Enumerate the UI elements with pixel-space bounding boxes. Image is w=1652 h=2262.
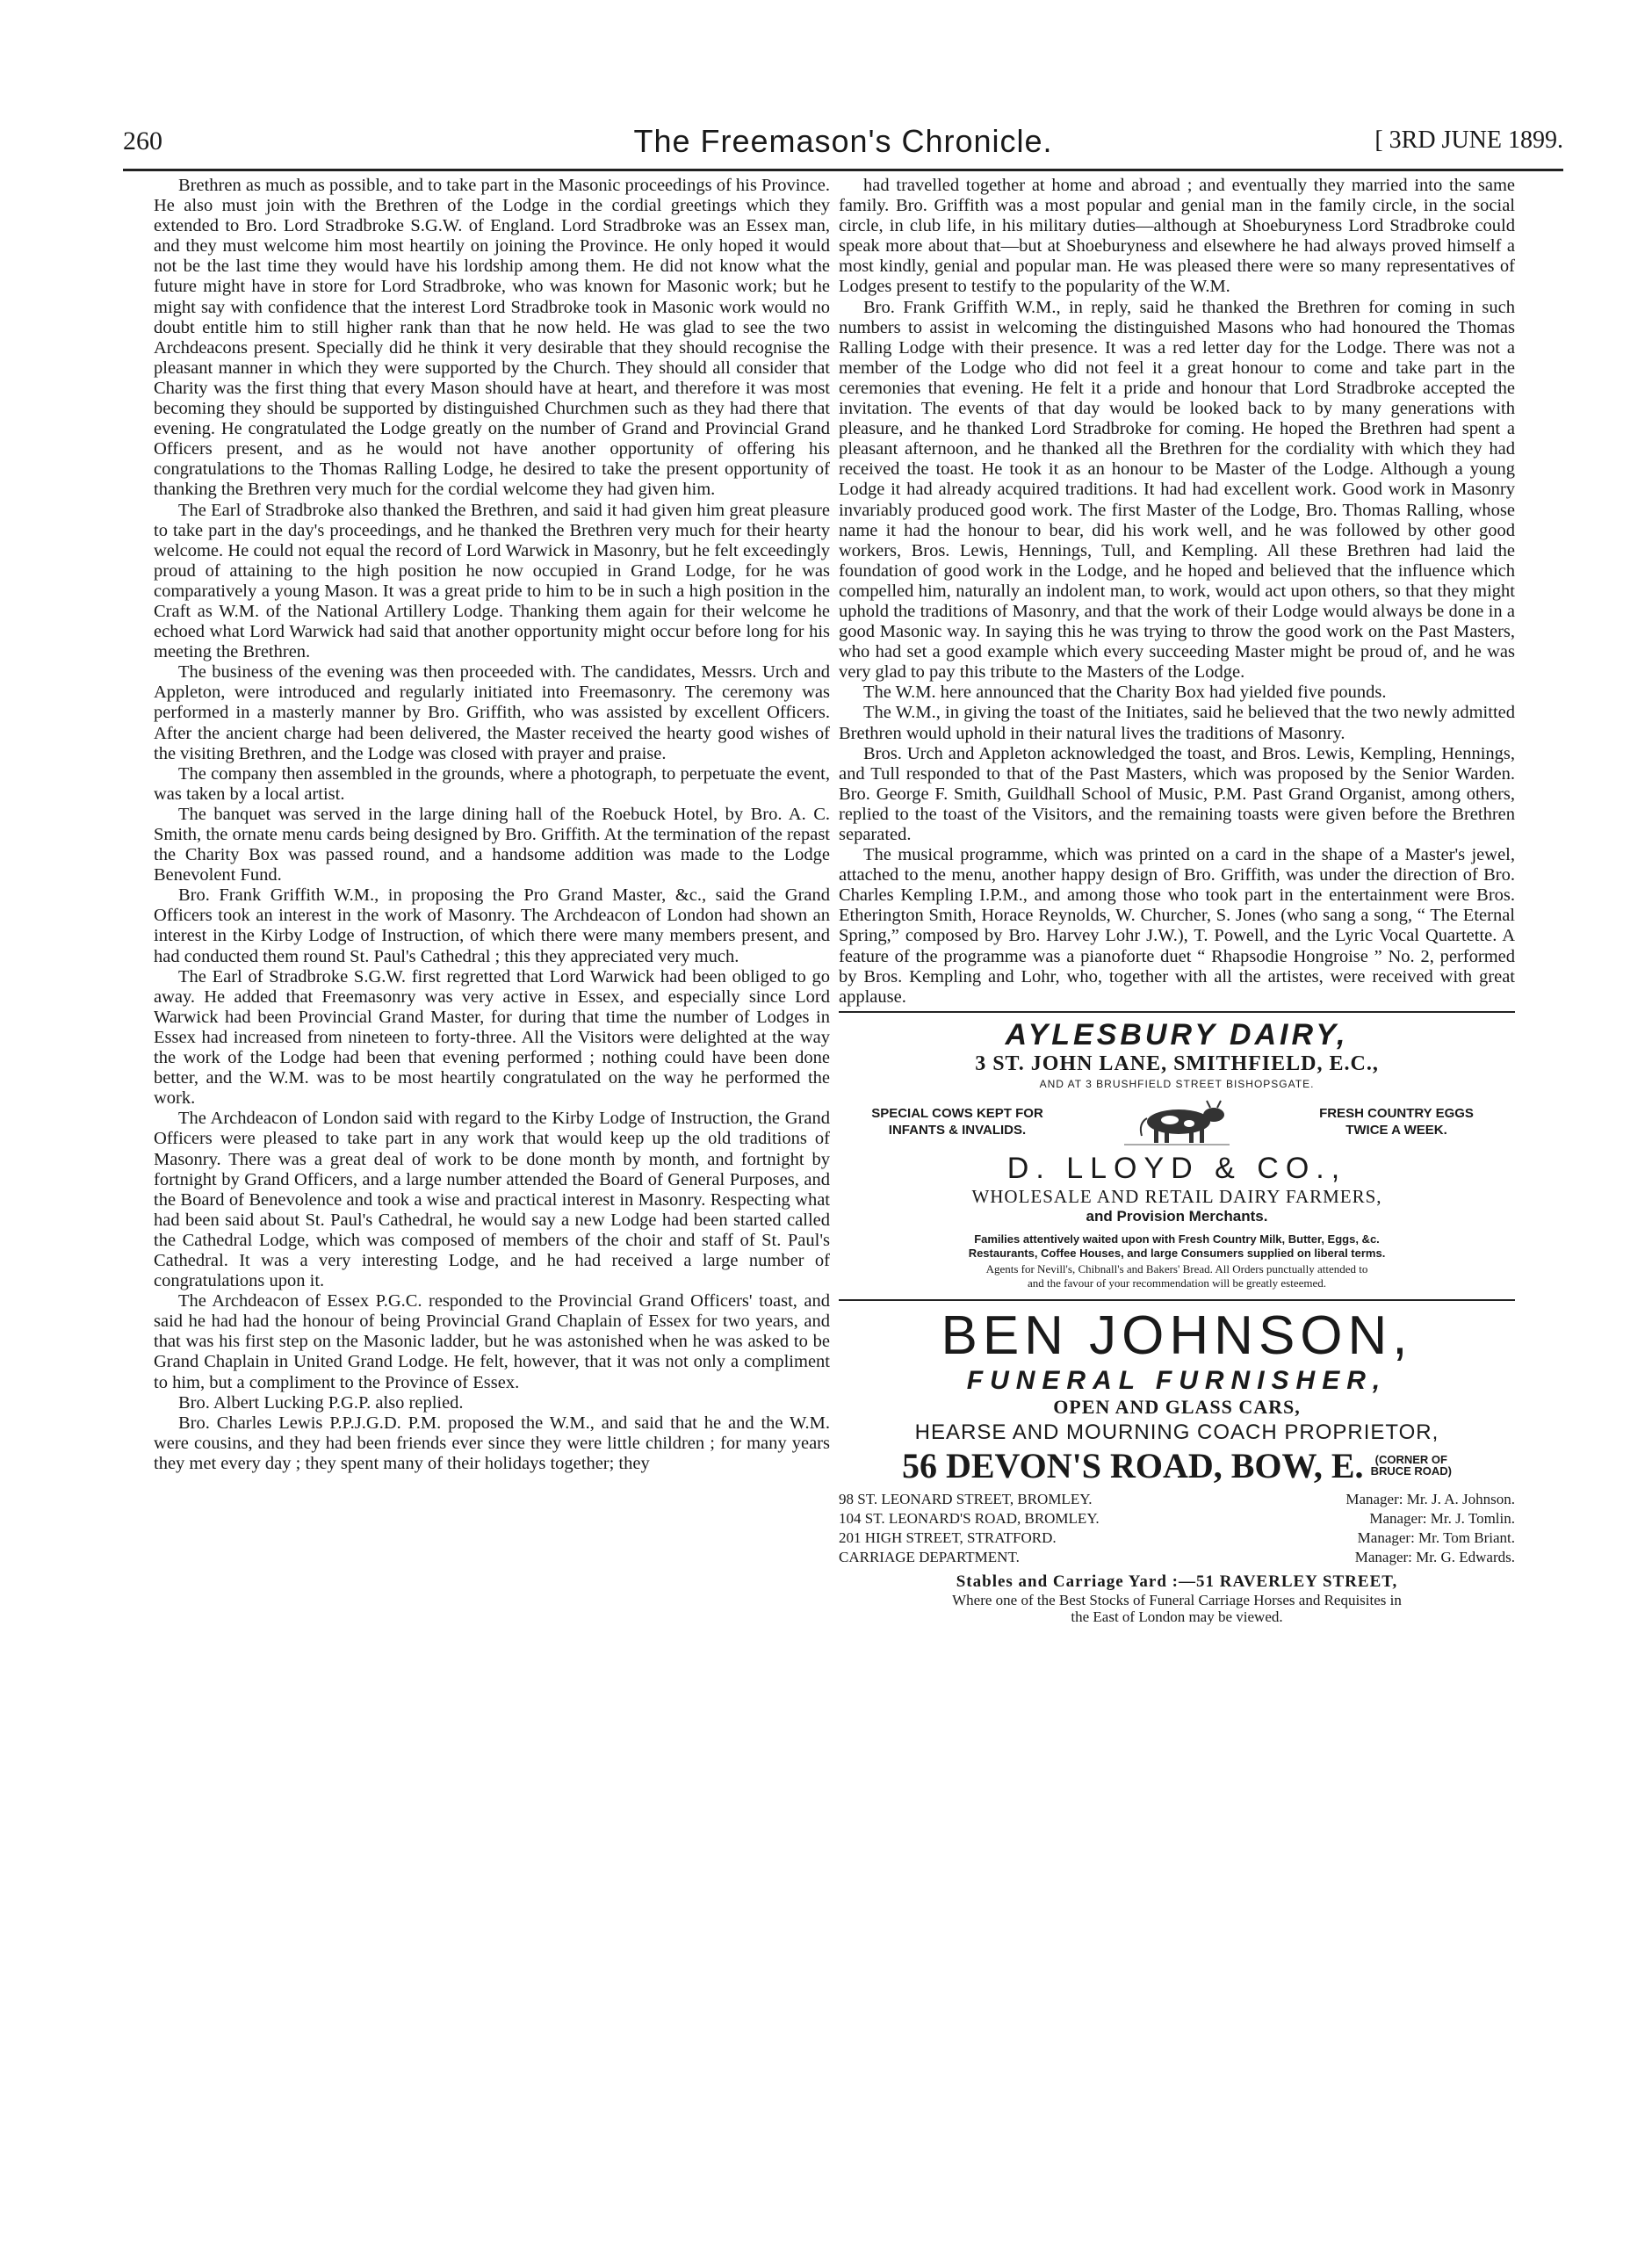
ad-corner-note xyxy=(1371,1454,1452,1477)
article-paragraph: The Archdeacon of London said with regard to the Kirby Lodge of Instruction, the Grand Officers were pleased to take part in any work that would keep up the old traditions of Masonry. There was a great deal of work to be done month by month, and fortnight by fortnight by Grand Officers, and a large number attended the Board of General Purposes, and the Board of Benevolence and took a wise and practical interest in Masonry. Respecting what had been said about St. Paul's Cathedral, he would say a new Lodge had been started called the Cathedral Lodge, which was composed of members of the choir and staff of St. Paul's Cathedral. It was a very interesting Lodge, and he had received a large number of congratulations upon it. xyxy=(154,1109,830,1291)
article-paragraph: The business of the evening was then proceeded with. The candidates, Messrs. Urch and Appleton, were introduced and regularly initiated into Freemasonry. The ceremony was performed in a masterly manner by Bro. Griffith, who was assisted by excellent Officers. After the ancient charge had been delivered, the Master received the hearty good wishes of the visiting Brethren, and the Lodge was closed with prayer and praise. xyxy=(154,662,830,763)
corner-line: BRUCE ROAD) xyxy=(1370,1464,1453,1478)
branch-manager: Manager: Mr. J. A. Johnson. xyxy=(1345,1490,1515,1507)
ad-main-address: 56 DEVON'S ROAD, BOW, E. xyxy=(901,1445,1364,1485)
cow-icon xyxy=(1115,1097,1238,1146)
ad-address: 3 ST. JOHN LANE, SMITHFIELD, E.C., xyxy=(975,1052,1379,1075)
ad-trade: WHOLESALE AND RETAIL DAIRY FARMERS, xyxy=(971,1185,1382,1207)
article-paragraph: The W.M., in giving the toast of the Initiates, said he believed that the two newly admitted Brethren would uphold in their natural lives the traditions of Masonry. xyxy=(839,703,1515,743)
ad-main-address-row xyxy=(839,1445,1515,1486)
branch-address: 104 ST. LEONARD'S ROAD, BROMLEY. xyxy=(839,1509,1100,1527)
article-paragraph: The W.M. here announced that the Charity Box had yielded five pounds. xyxy=(863,683,1387,703)
ad-restaurants-line: Restaurants, Coffee Houses, and large Consumers supplied on liberal terms. xyxy=(968,1246,1386,1260)
branch-manager: Manager: Mr. J. Tomlin. xyxy=(1369,1509,1515,1527)
offer-line: FRESH COUNTRY EGGS xyxy=(1319,1105,1474,1121)
table-row xyxy=(839,1528,1515,1548)
offer-line: INFANTS & INVALIDS. xyxy=(888,1122,1027,1138)
article-paragraph: Bro. Frank Griffith W.M., in proposing the Pro Grand Master, &c., said the Grand Officers took an interest in the work of Masonry. The Archdeacon of London had shown an interest in the Kirby Lodge of Instruction, of which there were many members present, and had conducted them round St. Paul's Cathedral ; this they appreciated very much. xyxy=(154,885,830,966)
branch-address: 98 ST. LEONARD STREET, BROMLEY. xyxy=(839,1490,1093,1507)
table-row xyxy=(839,1490,1515,1509)
article-paragraph: The musical programme, which was printed on a card in the shape of a Master's jewel, attached to the menu, another happy design of Bro. Griffith, was under the direction of Bro. Charles Kempling I.P.M., and among those who took part in the entertainment were Bros. Etherington Smith, Horace Reynolds, W. Churcher, S. Jones (who sang a song, “ The Eternal Spring,” composed by Bro. Harvey Lohr J.W.), T. Powell, and the Lyric Vocal Quartette. A feature of the programme was a pianoforte duet “ Rhapsodie Hongroise ” No. 2, performed by Bros. Kempling and Lohr, who, together with all the artistes, were received with great applause. xyxy=(839,845,1515,1007)
ad-name: BEN JOHNSON, xyxy=(941,1304,1413,1366)
ad-note: the East of London may be viewed. xyxy=(1071,1608,1283,1625)
ad-families-line: Families attentively waited upon with Fresh Country Milk, Butter, Eggs, &c. xyxy=(974,1232,1380,1246)
ad-firm-name: D. LLOYD & CO., xyxy=(1006,1151,1347,1185)
ad-right-offer xyxy=(1287,1105,1506,1138)
ad-left-offer xyxy=(848,1105,1067,1138)
left-column xyxy=(154,176,830,2196)
article-paragraph: The Earl of Stradbroke also thanked the Brethren, and said it had given him great pleasure to take part in the day's proceedings, and he thanked the Brethren very much for their hearty welcome. He could not equal the record of Lord Warwick in Masonry, but he felt exceedingly proud of attaining to the high position he now occupied in Grand Lodge, for he was comparatively a young Mason. It was a great pride to him to be in such a high position in the Craft as W.M. of the National Artillery Lodge. Thanking them again for their welcome he echoed what Lord Warwick had said that another opportunity might occur before long for his meeting the Brethren. xyxy=(154,500,830,662)
article-paragraph: Bro. Albert Lucking P.G.P. also replied. xyxy=(178,1392,464,1413)
masthead: The Freemason's Chronicle. xyxy=(633,123,1053,159)
article-paragraph: Bros. Urch and Appleton acknowledged the toast, and Bros. Lewis, Kempling, Hennings, and Tull responded to that of the Past Masters, which was proposed by the Senior Warden. Bro. George F. Smith, Guildhall School of Music, P.M. Past Grand Organist, among others, replied to the toast of the Visitors, and the remaining toasts were given before the Brethren separated. xyxy=(839,743,1515,844)
corner-line: (CORNER OF xyxy=(1374,1453,1447,1467)
branch-manager: Manager: Mr. Tom Briant. xyxy=(1357,1528,1515,1546)
ad-divider xyxy=(839,1011,1515,1013)
right-column xyxy=(839,176,1515,2196)
article-paragraph: Bro. Frank Griffith W.M., in reply, said he thanked the Brethren for coming in such numbers to assist in welcoming the distinguished Masons who had honoured the Thomas Ralling Lodge with their presence. It was a red letter day for the Lodge. There was not a member of the Lodge who did not feel it a great honour to come and take part in the ceremonies that evening. He felt it a pride and honour that Lord Stradbroke accepted the invitation. The events of that day would be looked back to by many generations with pleasure, and he thanked Lord Stradbroke for coming. He hoped the Brethren had spent a pleasant afternoon, and he thanked all the Brethren for the cordiality with which they had received the toast. He took it as an honour to be Master of the Lodge. Although a young Lodge it had already acquired traditions. It had had excellent work. Good work in Masonry invariably produced good work. The first Master of the Lodge, Bro. Thomas Ralling, whose name it had the honour to bear, did his work well, and he was followed by other good workers, Bros. Lewis, Hennings, Tull, and Kempling. All these Brethren had laid the foundation of good work in the Lodge, and he hoped and believed that the influence which compelled him, naturally an indolent man, to work, would act upon others, so that they might uphold the traditions of Masonry, and that the work of their Lodge would always be done in a good Masonic way. In saying this he was trying to throw the good work on the Past Masters, who had set a good example which every succeeding Master might be proud of, and he was very glad to pay this tribute to the Masters of the Lodge. xyxy=(839,297,1515,683)
article-paragraph: Bro. Charles Lewis P.P.J.G.D. P.M. proposed the W.M., and said that he and the W.M. were cousins, and they had been friends ever since they were little children ; for many years they met every day ; they spent many of their holidays together; they xyxy=(154,1413,830,1473)
header-rule xyxy=(123,169,1563,171)
article-paragraph: Brethren as much as possible, and to take part in the Masonic proceedings of his Province. He also must join with the Brethren of the Lodge in the cordial greetings which they extended to Bro. Lord Stradbroke S.G.W. of England. Lord Stradbroke was an Essex man, and they must welcome him most heartily on joining the Province. He only hoped it would not be the last time they would have his lordship among them. He did not know what the future might have in store for Lord Stradbroke, who was known for Masonic work; but he might say with confidence that the interest Lord Stradbroke took in Masonic work would no doubt entitle him to still higher rank than that he now held. He was glad to see the two Archdeacons present. Specially did he think it very desirable that they should recognise the pleasant manner in which they were supported by the Church. They should all consider that Charity was the first thing that every Mason should have at heart, and therefore it was most becoming they should be supported by distinguished Churchmen such as they had there that evening. He congratulated the Lodge greatly on the number of Grand and Provincial Grand Officers present, and as he would not have another opportunity of offering his congratulations to the Thomas Ralling Lodge, he desired to take the present opportunity of thanking the Brethren very much for the cordial welcome they had given him. xyxy=(154,176,830,500)
dairy-advertisement xyxy=(839,1018,1515,1290)
branch-manager: Manager: Mr. G. Edwards. xyxy=(1354,1548,1515,1565)
ad-cars: OPEN AND GLASS CARS, xyxy=(1053,1395,1301,1418)
ad-merchants: and Provision Merchants. xyxy=(1086,1207,1268,1225)
ad-offer-row xyxy=(848,1097,1506,1146)
ad-title: AYLESBURY DAIRY, xyxy=(1005,1017,1349,1052)
ad-note: Where one of the Best Stocks of Funeral Carriage Horses and Requisites in xyxy=(952,1591,1402,1608)
offer-line: SPECIAL COWS KEPT FOR xyxy=(871,1105,1043,1121)
ad-hearse: HEARSE AND MOURNING COACH PROPRIETOR, xyxy=(914,1420,1439,1444)
ad-divider xyxy=(839,1299,1515,1301)
article-paragraph: The Archdeacon of Essex P.G.C. responded to the Provincial Grand Officers' toast, and said he had had the honour of being Provincial Grand Chaplain of Essex for two years, and that was his first step on the Masonic ladder, but he was astonished when he was asked to be Grand Chaplain in United Grand Lodge. He felt, however, that it was not only a compliment to him, but a compliment to the Province of Essex. xyxy=(154,1291,830,1392)
article-paragraph: had travelled together at home and abroad ; and eventually they married into the same family. Bro. Griffith was a most popular and genial man in the family circle, in the social circle, in club life, in his military duties—although at Shoeburyness Lord Stradbroke could speak more about that—but at Shoeburyness and elsewhere he had always proved himself a most kindly, genial and popular man. He was pleased there were so many representatives of Lodges present to testify to the popularity of the W.M. xyxy=(839,176,1515,297)
ad-branch-address: AND AT 3 BRUSHFIELD STREET BISHOPSGATE. xyxy=(1039,1077,1315,1090)
ad-trade: FUNERAL FURNISHER, xyxy=(966,1365,1388,1395)
page-number: 260 xyxy=(123,126,162,155)
ad-agents-line: Agents for Nevill's, Chibnall's and Bakers' Bread. All Orders punctually attended to xyxy=(985,1261,1368,1276)
offer-line: TWICE A WEEK. xyxy=(1345,1122,1447,1138)
table-row xyxy=(839,1509,1515,1528)
article-paragraph: The company then assembled in the grounds, where a photograph, to perpetuate the event, was taken by a local artist. xyxy=(154,763,830,804)
branch-table xyxy=(839,1490,1515,1567)
table-row xyxy=(839,1548,1515,1567)
branch-address: 201 HIGH STREET, STRATFORD. xyxy=(839,1528,1057,1546)
funeral-advertisement xyxy=(839,1306,1515,1625)
branch-address: CARRIAGE DEPARTMENT. xyxy=(839,1548,1020,1565)
page-header xyxy=(123,123,1563,163)
issue-date: [ 3RD JUNE 1899. xyxy=(1374,126,1563,154)
article-paragraph: The banquet was served in the large dining hall of the Roebuck Hotel, by Bro. A. C. Smith, the ornate menu cards being designed by Bro. Griffith. At the termination of the repast the Charity Box was passed round, and a handsome addition was made to the Lodge Benevolent Fund. xyxy=(154,804,830,885)
ad-agents-line: and the favour of your recommendation will be greatly esteemed. xyxy=(1027,1276,1327,1290)
ad-stables: Stables and Carriage Yard :—51 RAVERLEY STREET, xyxy=(956,1572,1398,1591)
article-paragraph: The Earl of Stradbroke S.G.W. first regretted that Lord Warwick had been obliged to go away. He added that Freemasonry was very active in Essex, and especially since Lord Warwick had been Provincial Grand Master, for during that time the number of Lodges in Essex had increased from nineteen to forty-three. All the Visitors were delighted at the way the work of the Lodge had been that evening performed ; nothing could have been done better, and the W.M. was to be most heartily congratulated on the way he performed the work. xyxy=(154,966,830,1109)
